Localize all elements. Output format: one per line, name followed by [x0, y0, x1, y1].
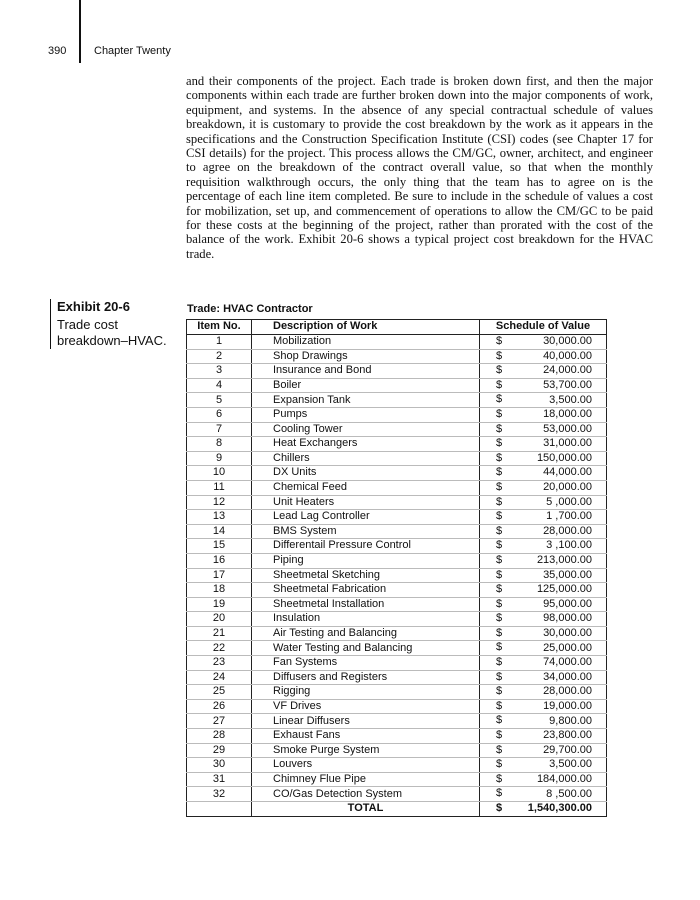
item-number: 8: [187, 437, 252, 452]
work-description: Insulation: [252, 612, 480, 627]
item-number: 32: [187, 787, 252, 802]
table-row: [187, 539, 607, 554]
item-number: 31: [187, 772, 252, 787]
table-row: [187, 553, 607, 568]
header-schedule-of-value: Schedule of Value: [480, 320, 607, 335]
table-row: [187, 670, 607, 685]
schedule-value: 34,000.00: [543, 670, 592, 683]
table-row: [187, 451, 607, 466]
table-row: [187, 583, 607, 598]
table-row: [187, 349, 607, 364]
schedule-value: 3,500.00: [549, 758, 592, 771]
currency-symbol: $: [496, 685, 503, 698]
table-row: [187, 743, 607, 758]
currency-symbol: $: [496, 393, 503, 406]
page-number: 390: [48, 45, 67, 57]
currency-symbol: $: [496, 597, 503, 610]
work-description: Lead Lag Controller: [252, 510, 480, 525]
schedule-value: 40,000.00: [543, 349, 592, 362]
item-number: 22: [187, 641, 252, 656]
exhibit-number: Exhibit 20-6: [57, 299, 130, 314]
item-number: 23: [187, 656, 252, 671]
value-cell: [480, 656, 607, 671]
header-item-no: Item No.: [187, 320, 252, 335]
schedule-value: 125,000.00: [536, 583, 592, 596]
item-number: 26: [187, 699, 252, 714]
item-number: 6: [187, 407, 252, 422]
item-number: 7: [187, 422, 252, 437]
currency-symbol: $: [496, 539, 503, 552]
header-rule: [79, 0, 81, 63]
currency-symbol: $: [496, 466, 503, 479]
value-cell: [480, 714, 607, 729]
schedule-value: 3,500.00: [549, 393, 592, 406]
value-cell: [480, 772, 607, 787]
currency-symbol: $: [496, 714, 503, 727]
work-description: Mobilization: [252, 335, 480, 350]
table-row: [187, 699, 607, 714]
value-cell: [480, 407, 607, 422]
schedule-value: 23,800.00: [543, 729, 592, 742]
item-number: 19: [187, 597, 252, 612]
table-row: [187, 480, 607, 495]
item-number: 3: [187, 364, 252, 379]
currency-symbol: $: [496, 378, 503, 391]
item-number: 13: [187, 510, 252, 525]
value-cell: [480, 539, 607, 554]
item-number: 18: [187, 583, 252, 598]
value-cell: [480, 568, 607, 583]
work-description: Rigging: [252, 685, 480, 700]
table-row: [187, 510, 607, 525]
table-row: [187, 422, 607, 437]
schedule-value: 31,000.00: [543, 437, 592, 450]
total-label: TOTAL: [252, 802, 480, 817]
schedule-value: 30,000.00: [543, 627, 592, 640]
value-cell: [480, 378, 607, 393]
header-description: Description of Work: [252, 320, 480, 335]
value-cell: [480, 466, 607, 481]
item-number: 28: [187, 729, 252, 744]
schedule-value: 30,000.00: [543, 335, 592, 348]
work-description: Sheetmetal Fabrication: [252, 583, 480, 598]
schedule-value: 44,000.00: [543, 466, 592, 479]
item-number: 1: [187, 335, 252, 350]
table-row: [187, 772, 607, 787]
item-number: 30: [187, 758, 252, 773]
table-row: [187, 758, 607, 773]
item-number: 25: [187, 685, 252, 700]
currency-symbol: $: [496, 787, 503, 800]
value-cell: [480, 583, 607, 598]
schedule-value: 53,000.00: [543, 422, 592, 435]
value-cell: [480, 495, 607, 510]
value-cell: [480, 612, 607, 627]
work-description: Heat Exchangers: [252, 437, 480, 452]
work-description: DX Units: [252, 466, 480, 481]
body-paragraph: and their components of the project. Each trade is broken down first, and then the major components within each trade are further broken down into the major components of work, equipment, and systems. In the absence of any special contractual schedule of values breakdown, it is customary to provide the cost breakdown by the work as it appears in the specifications and the Construction Specification Institute (CSI) codes (see Chapter 17 for CSI details) for the project. This process allows the CM/GC, owner, architect, and engineer to agree on the breakdown of the contract overall value, so that when the monthly requisition walkthrough occurs, the only thing that the team has to agree on is the percentage of each line item completed. Be sure to include in the schedule of values a cost for mobilization, set up, and commencement of operations to allow the CM/GC to be paid for these costs at the beginning of the project, rather than prorated with the cost of the balance of the work. Exhibit 20-6 shows a typical project cost breakdown for the HVAC trade.: [186, 74, 653, 261]
table-row: [187, 364, 607, 379]
schedule-value: 20,000.00: [543, 481, 592, 494]
work-description: VF Drives: [252, 699, 480, 714]
schedule-value: 8 ,500.00: [546, 787, 592, 800]
schedule-value: 18,000.00: [543, 408, 592, 421]
currency-symbol: $: [496, 802, 503, 814]
schedule-value: 28,000.00: [543, 685, 592, 698]
currency-symbol: $: [496, 568, 503, 581]
schedule-value: 1 ,700.00: [546, 510, 592, 523]
currency-symbol: $: [496, 495, 503, 508]
currency-symbol: $: [496, 626, 503, 639]
schedule-value: 28,000.00: [543, 524, 592, 537]
currency-symbol: $: [496, 422, 503, 435]
currency-symbol: $: [496, 758, 503, 771]
value-cell: [480, 641, 607, 656]
schedule-value: 19,000.00: [543, 699, 592, 712]
currency-symbol: $: [496, 641, 503, 654]
value-cell: [480, 729, 607, 744]
currency-symbol: $: [496, 335, 503, 347]
currency-symbol: $: [496, 480, 503, 493]
schedule-of-values-table: [186, 319, 607, 817]
item-number: 11: [187, 480, 252, 495]
work-description: Louvers: [252, 758, 480, 773]
schedule-value: 5 ,000.00: [546, 495, 592, 508]
item-number: 9: [187, 451, 252, 466]
work-description: Differentail Pressure Control: [252, 539, 480, 554]
currency-symbol: $: [496, 772, 503, 785]
item-number: 29: [187, 743, 252, 758]
schedule-value: 184,000.00: [536, 772, 592, 785]
table-row: [187, 714, 607, 729]
work-description: Shop Drawings: [252, 349, 480, 364]
currency-symbol: $: [496, 656, 503, 669]
table-row: [187, 685, 607, 700]
value-cell: [480, 787, 607, 802]
currency-symbol: $: [496, 583, 503, 596]
work-description: BMS System: [252, 524, 480, 539]
schedule-value: 35,000.00: [543, 568, 592, 581]
currency-symbol: $: [496, 670, 503, 683]
table-row: [187, 437, 607, 452]
table-row: [187, 612, 607, 627]
table-row: [187, 393, 607, 408]
item-number: 4: [187, 378, 252, 393]
value-cell: [480, 597, 607, 612]
schedule-value: 74,000.00: [543, 656, 592, 669]
work-description: Unit Heaters: [252, 495, 480, 510]
value-cell: [480, 422, 607, 437]
total-value-cell: [480, 802, 607, 817]
table-row: [187, 626, 607, 641]
table-row: [187, 524, 607, 539]
currency-symbol: $: [496, 524, 503, 537]
currency-symbol: $: [496, 364, 503, 377]
currency-symbol: $: [496, 437, 503, 450]
work-description: Cooling Tower: [252, 422, 480, 437]
table-header-row: [187, 320, 607, 335]
table-row: [187, 656, 607, 671]
table-row: [187, 729, 607, 744]
table-row: [187, 568, 607, 583]
value-cell: [480, 510, 607, 525]
work-description: Piping: [252, 553, 480, 568]
item-number: 27: [187, 714, 252, 729]
work-description: Air Testing and Balancing: [252, 626, 480, 641]
work-description: Insurance and Bond: [252, 364, 480, 379]
table-title: Trade: HVAC Contractor: [187, 303, 313, 315]
schedule-value: 25,000.00: [543, 641, 592, 654]
item-number: 10: [187, 466, 252, 481]
work-description: CO/Gas Detection System: [252, 787, 480, 802]
work-description: Water Testing and Balancing: [252, 641, 480, 656]
work-description: Sheetmetal Sketching: [252, 568, 480, 583]
currency-symbol: $: [496, 729, 503, 742]
value-cell: [480, 437, 607, 452]
item-number: 15: [187, 539, 252, 554]
item-number: 5: [187, 393, 252, 408]
value-cell: [480, 758, 607, 773]
item-number: 16: [187, 553, 252, 568]
value-cell: [480, 335, 607, 350]
total-row: [187, 802, 607, 817]
work-description: Exhaust Fans: [252, 729, 480, 744]
value-cell: [480, 699, 607, 714]
table-row: [187, 597, 607, 612]
table-row: [187, 641, 607, 656]
schedule-value: 3 ,100.00: [546, 539, 592, 552]
total-item-cell: [187, 802, 252, 817]
table-row: [187, 407, 607, 422]
work-description: Boiler: [252, 378, 480, 393]
schedule-value: 95,000.00: [543, 597, 592, 610]
schedule-value: 29,700.00: [543, 743, 592, 756]
schedule-value: 213,000.00: [536, 554, 592, 567]
running-head: [0, 0, 700, 70]
table-row: [187, 378, 607, 393]
value-cell: [480, 451, 607, 466]
total-value: 1,540,300.00: [527, 802, 592, 815]
currency-symbol: $: [496, 699, 503, 712]
table-row: [187, 466, 607, 481]
work-description: Fan Systems: [252, 656, 480, 671]
schedule-value: 53,700.00: [543, 378, 592, 391]
item-number: 20: [187, 612, 252, 627]
item-number: 17: [187, 568, 252, 583]
work-description: Chemical Feed: [252, 480, 480, 495]
value-cell: [480, 685, 607, 700]
work-description: Chimney Flue Pipe: [252, 772, 480, 787]
work-description: Chillers: [252, 451, 480, 466]
item-number: 24: [187, 670, 252, 685]
currency-symbol: $: [496, 510, 503, 523]
currency-symbol: $: [496, 553, 503, 566]
schedule-value: 24,000.00: [543, 364, 592, 377]
value-cell: [480, 364, 607, 379]
value-cell: [480, 626, 607, 641]
value-cell: [480, 553, 607, 568]
value-cell: [480, 349, 607, 364]
table-row: [187, 495, 607, 510]
exhibit-caption: Trade cost breakdown–HVAC.: [57, 317, 167, 348]
work-description: Pumps: [252, 407, 480, 422]
currency-symbol: $: [496, 451, 503, 464]
work-description: Expansion Tank: [252, 393, 480, 408]
item-number: 2: [187, 349, 252, 364]
value-cell: [480, 393, 607, 408]
currency-symbol: $: [496, 743, 503, 756]
work-description: Diffusers and Registers: [252, 670, 480, 685]
exhibit-label: [50, 299, 187, 349]
item-number: 12: [187, 495, 252, 510]
item-number: 21: [187, 626, 252, 641]
table-body: [187, 335, 607, 802]
schedule-value: 9,800.00: [549, 714, 592, 727]
work-description: Smoke Purge System: [252, 743, 480, 758]
table-row: [187, 787, 607, 802]
chapter-title: Chapter Twenty: [94, 45, 171, 57]
value-cell: [480, 524, 607, 539]
item-number: 14: [187, 524, 252, 539]
value-cell: [480, 743, 607, 758]
schedule-value: 150,000.00: [536, 451, 592, 464]
work-description: Linear Diffusers: [252, 714, 480, 729]
schedule-value: 98,000.00: [543, 612, 592, 625]
work-description: Sheetmetal Installation: [252, 597, 480, 612]
table-row: [187, 335, 607, 350]
currency-symbol: $: [496, 349, 503, 362]
currency-symbol: $: [496, 407, 503, 420]
value-cell: [480, 480, 607, 495]
value-cell: [480, 670, 607, 685]
currency-symbol: $: [496, 612, 503, 625]
